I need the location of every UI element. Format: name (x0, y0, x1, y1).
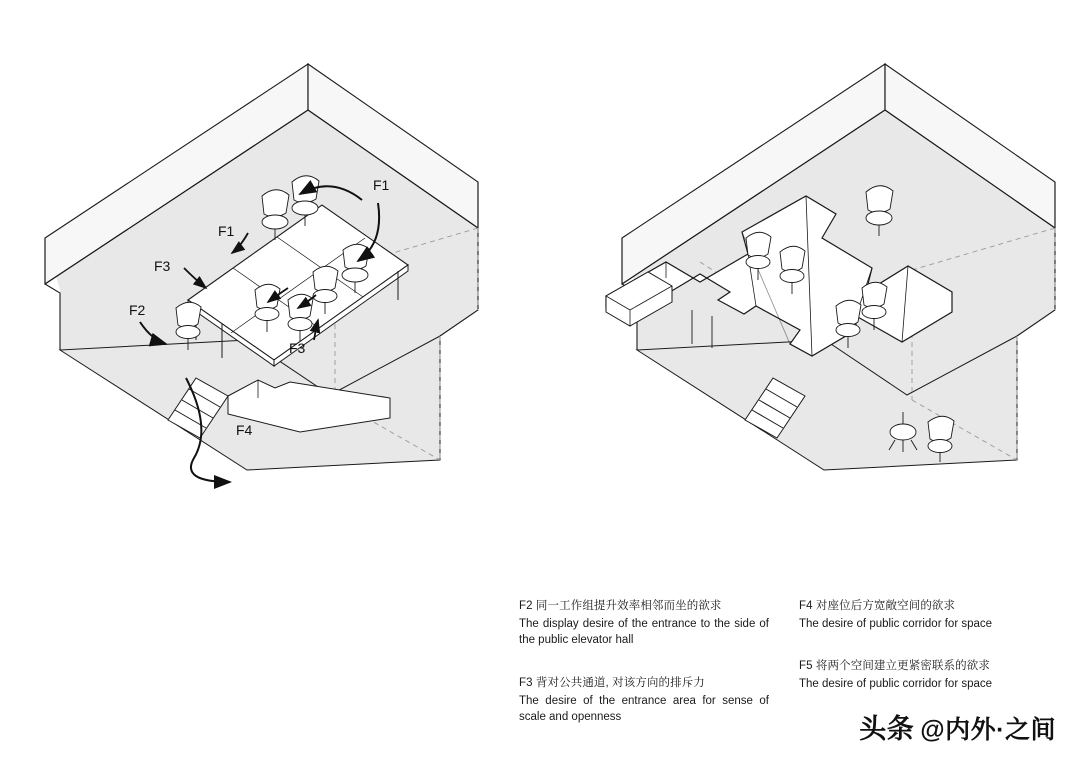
legend-f2-zh: F2 同一工作组提升效率相邻而坐的欲求 (519, 600, 722, 612)
legend-f3-en: The desire of the entrance area for sense of scale and openness (519, 694, 769, 724)
legend-f5-en: The desire of public corridor for space (799, 678, 993, 691)
force-label-F2: F2 (129, 302, 146, 318)
force-label-F1-lower: F1 (218, 223, 235, 239)
force-label-F3-right: F3 (289, 340, 306, 356)
legend-f4-en: The desire of public corridor for space (799, 617, 993, 630)
legend-entry-f5 (799, 658, 1049, 692)
force-label-F4: F4 (236, 422, 253, 438)
legend-f4-zh: F4 对座位后方宽敞空间的欲求 (799, 600, 956, 612)
watermark-toutiao: 头条 (859, 714, 915, 744)
legend-entry-f4 (799, 598, 1049, 632)
legend-entry-f3 (519, 675, 769, 726)
left-diagram-group (45, 64, 478, 482)
watermark (859, 707, 1056, 746)
force-label-F1-upper: F1 (373, 177, 390, 193)
legend-column-left (519, 598, 769, 752)
legend-f3-zh: F3 背对公共通道, 对该方向的排斥力 (519, 677, 705, 690)
force-label-F3-left: F3 (154, 258, 171, 274)
watermark-handle: @内外·之间 (920, 716, 1056, 744)
right-diagram-group (606, 64, 1055, 470)
legend-f2-en: The display desire of the entrance to the side of the public elevator hall (519, 617, 769, 647)
legend-entry-f2 (519, 598, 769, 649)
legend-f5-zh: F5 将两个空间建立更紧密联系的欲求 (799, 660, 990, 673)
